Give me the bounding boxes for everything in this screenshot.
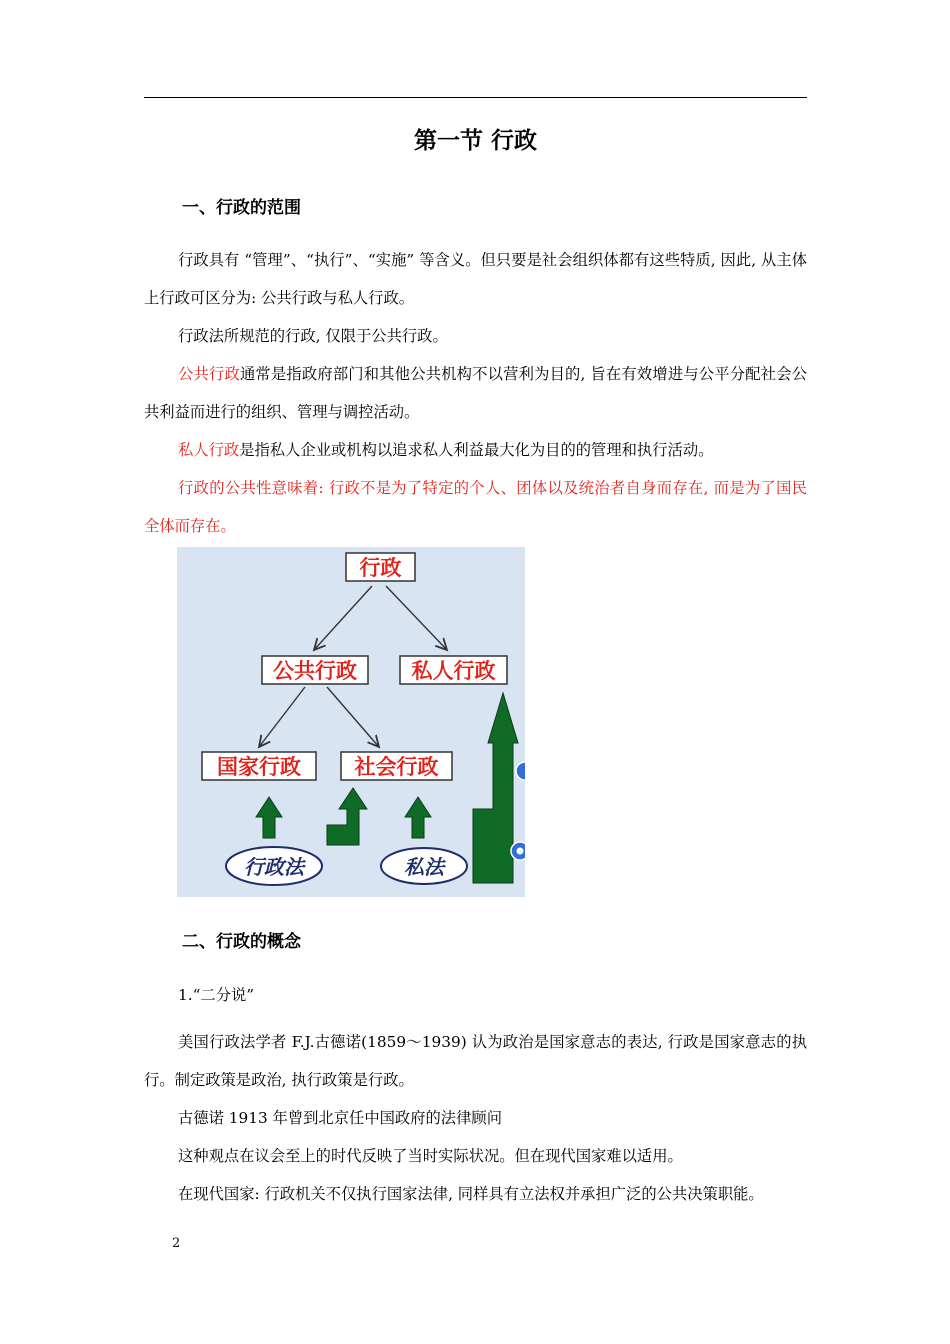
node-public [262,656,368,684]
paragraph-text: 通常是指政府部门和其他公共机构不以营利为目的, 旨在有效增进与公平分配社会公共利益而进行的组织、管理与调控活动。 [144,365,807,421]
section-heading-2: 二、行政的概念 [182,932,301,952]
paragraph: 古德诺 1913 年曾到北京任中国政府的法律顾问 [178,1109,502,1127]
node-state-label: 国家行政 [217,755,301,779]
term-public-admin: 公共行政 [178,365,240,383]
admin-law-ellipse [226,847,322,885]
node-state [202,752,316,780]
node-social-label: 社会行政 [354,755,439,779]
node-public-label: 公共行政 [273,659,357,683]
paragraph: 行政法所规范的行政, 仅限于公共行政。 [178,327,448,345]
section-heading-1: 一、行政的范围 [182,198,301,218]
node-private-label: 私人行政 [411,659,496,683]
page-number: 2 [172,1236,181,1251]
term-private-admin: 私人行政 [178,441,240,459]
gear-icon-center [517,848,524,855]
paragraph [144,431,807,469]
node-social [341,752,452,780]
node-root-label: 行政 [359,556,402,580]
paragraph: 美国行政法学者 F.J.古德诺(1859～1939) 认为政治是国家意志的表达, 行政是国家意志的执行。制定政策是政治, 执行政策是行政。 [144,1033,807,1089]
private-law-ellipse [381,848,467,884]
node-root [346,553,415,581]
paragraph [144,355,807,431]
node-private [400,656,507,684]
admin-law-label: 行政法 [244,855,304,879]
paragraph-highlight: 行政的公共性意味着: 行政不是为了特定的个人、团体以及统治者自身而存在, 而是为了国民全体而存在。 [144,479,807,535]
paragraph: 行政具有 “管理”、“执行”、“实施” 等含义。但只要是社会组织体都有这些特质, 因此, 从主体上行政可区分为: 公共行政与私人行政。 [144,251,807,307]
private-law-label: 私法 [404,855,444,879]
administration-diagram [177,547,525,897]
paragraph-text: 是指私人企业或机构以追求私人利益最大化为目的的管理和执行活动。 [239,441,714,459]
subheading: 1.“二分说” [178,986,255,1004]
header-rule [144,97,807,98]
paragraph: 这种观点在议会至上的时代反映了当时实际状况。但在现代国家难以适用。 [178,1147,683,1165]
paragraph: 在现代国家: 行政机关不仅执行国家法律, 同样具有立法权并承担广泛的公共决策职能。 [178,1185,764,1203]
page-title: 第一节 行政 [413,128,537,154]
